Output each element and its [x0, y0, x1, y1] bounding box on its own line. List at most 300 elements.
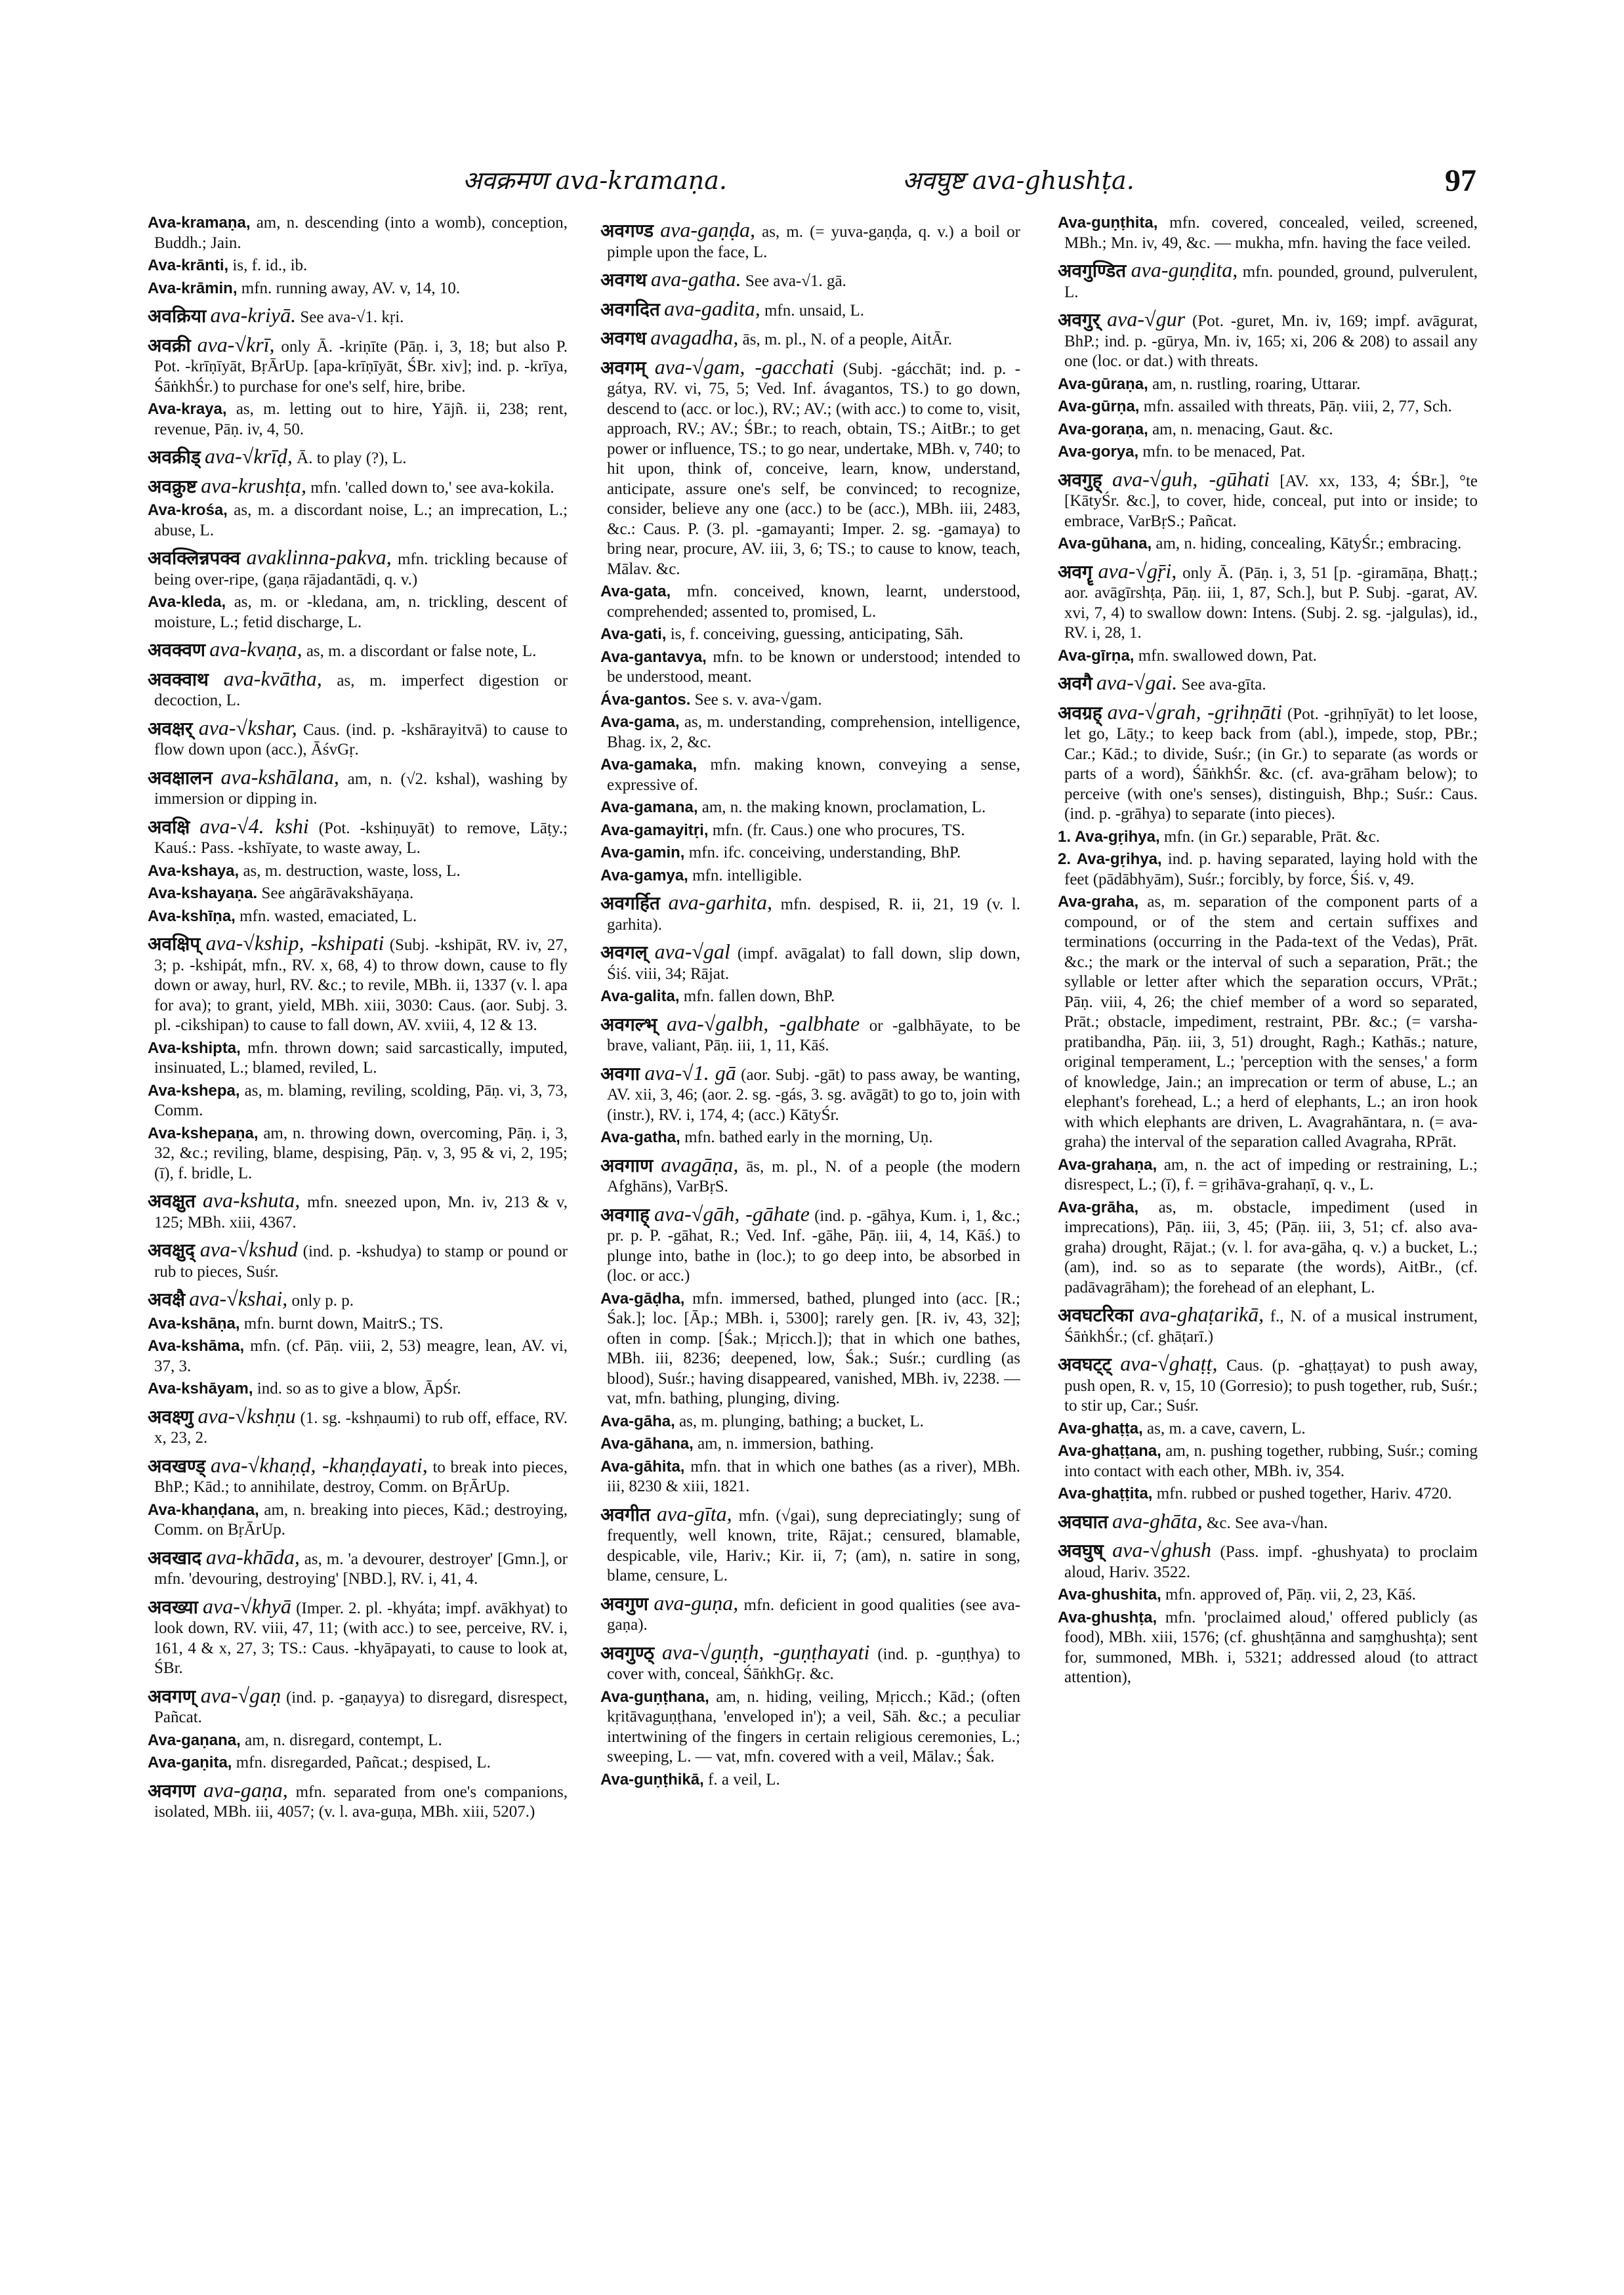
- entry-headword: Ava-kshepa,: [148, 1081, 240, 1100]
- entry-devanagari: अवक्वाथ: [148, 668, 209, 690]
- dictionary-entry-main: [600, 354, 1020, 580]
- entry-devanagari: अवखण्ड्: [148, 1455, 206, 1477]
- entry-headword: ava-√grah, -gṛihṇāti: [1107, 699, 1282, 724]
- entry-headword: 1. Ava-gṛihya,: [1058, 827, 1160, 846]
- entry-definition: (ind. p. -gaṇayya) to disregard, disrespect, Pañcat.: [154, 1688, 568, 1726]
- entry-headword: ava-√krī,: [197, 332, 275, 356]
- entry-definition: ās, m. pl., N. of a people (the modern Afghāns), VarBṛS.: [607, 1157, 1020, 1195]
- dictionary-entry-main: [600, 1501, 1020, 1586]
- entry-headword: ava-kvaṇa,: [209, 637, 302, 661]
- dictionary-entry-sub: [600, 798, 1020, 818]
- entry-headword: avaklinna-pakva,: [246, 545, 392, 569]
- dictionary-entry-sub: [1058, 1484, 1478, 1504]
- entry-headword: Ava-guṇṭhikā,: [600, 1770, 704, 1788]
- entry-headword: ava-kriyā.: [210, 303, 297, 327]
- dictionary-entry-main: [148, 305, 568, 328]
- dictionary-entry-main: [600, 296, 1020, 321]
- entry-devanagari: अवगथ: [600, 269, 647, 291]
- dictionary-entry-main: [1058, 1354, 1478, 1416]
- entry-definition: (ind. p. -guṇṭhya) to cover with, conceal, ŚāṅkhGṛ. &c.: [607, 1645, 1020, 1683]
- entry-headword: Ava-ghushṭa,: [1058, 1608, 1157, 1626]
- entry-definition: as, m. (= yuva-gaṇḍa, q. v.) a boil or pimple upon the face, L.: [607, 223, 1020, 261]
- entry-devanagari: अवगम्: [600, 356, 646, 379]
- dictionary-entry-sub: [600, 625, 1020, 645]
- entry-headword: ava-√gai.: [1096, 671, 1178, 694]
- entry-devanagari: अवगदित: [600, 298, 660, 320]
- dictionary-entry-main: [600, 327, 1020, 350]
- dictionary-entry-sub: [148, 861, 568, 882]
- dictionary-entry-sub: [600, 1412, 1020, 1432]
- entry-headword: ava-√gāh, -gāhate: [654, 1201, 810, 1226]
- dictionary-entry-main: [600, 220, 1020, 262]
- dictionary-entry-main: [148, 1596, 568, 1679]
- dictionary-entry-sub: [148, 213, 568, 253]
- running-head-left: [463, 163, 727, 197]
- entry-definition: as, m. blaming, reviling, scolding, Pāṇ. vi, 3, 73, Comm.: [154, 1081, 568, 1119]
- dictionary-entry-main: [148, 666, 568, 711]
- entry-definition: mfn. 'called down to,' see ava-kokila.: [310, 478, 554, 497]
- entry-definition: Caus. (ind. p. -kshārayitvā) to cause to flow down upon (acc.), ĀśvGṛ.: [154, 720, 568, 758]
- dictionary-entry-sub: [1058, 1608, 1478, 1688]
- entry-definition: mfn. disregarded, Pañcat.; despised, L.: [236, 1754, 491, 1771]
- entry-devanagari: अवघटरिका: [1058, 1304, 1134, 1326]
- entry-headword: Ava-gāha,: [600, 1412, 675, 1430]
- dictionary-entry-main: [148, 1239, 568, 1282]
- dictionary-entry-sub: [1058, 534, 1478, 554]
- entry-devanagari: अवगै: [1058, 672, 1093, 694]
- entry-definition: as, m. destruction, waste, loss, L.: [243, 861, 461, 880]
- entry-devanagari: अवक्षिप्: [148, 933, 201, 955]
- dictionary-entry-main: [148, 446, 568, 469]
- dictionary-entry-sub: [148, 501, 568, 541]
- entry-headword: Ava-gamayitṛi,: [600, 821, 709, 839]
- dictionary-entry-main: [148, 473, 568, 499]
- entry-devanagari: अवगुह्: [1058, 468, 1102, 491]
- dictionary-entry-main: [148, 1777, 568, 1823]
- entry-devanagari: अवक्षर्: [148, 717, 193, 739]
- entry-headword: Ava-krośa,: [148, 501, 228, 519]
- entry-headword: Ava-gata,: [600, 583, 671, 600]
- entry-definition: as, m. imperfect digestion or decoction, L.: [154, 671, 568, 709]
- entry-devanagari: अवक्षि: [148, 816, 190, 838]
- entry-definition: as, m. letting out to hire, Yājñ. ii, 238; rent, revenue, Pāṇ. iv, 4, 50.: [154, 400, 568, 438]
- entry-headword: Ava-ghaṭṭita,: [1058, 1485, 1153, 1502]
- dictionary-entry-main: [148, 1455, 568, 1498]
- entry-headword: ava-kshālana,: [220, 764, 339, 789]
- entry-definition: mfn. running away, AV. v, 14, 10.: [241, 279, 461, 297]
- entry-definition: See ava-√1. kṛi.: [300, 308, 404, 326]
- entry-headword: ava-√gal: [654, 940, 730, 963]
- entry-devanagari: अवक्री: [148, 334, 191, 356]
- entry-headword: ava-√gam, -gacchati: [654, 354, 835, 379]
- dictionary-entry-sub: [600, 755, 1020, 795]
- entry-headword: Ava-kshipta,: [148, 1039, 241, 1057]
- entry-definition: mfn. burnt down, MaitrS.; TS.: [243, 1314, 444, 1333]
- entry-headword: ava-√kship, -kshipati: [205, 931, 385, 955]
- entry-headword: ava-√guh, -gūhati: [1112, 466, 1270, 491]
- dictionary-entry-sub: [1058, 646, 1478, 667]
- entry-definition: (Pot. -kshiṇuyāt) to remove, Lāṭy.; Kauś.: Pass. -kshīyate, to waste away, L.: [154, 819, 568, 857]
- entry-definition: (ind. p. -kshudya) to stamp or pound or rub to pieces, Suśr.: [154, 1243, 568, 1281]
- entry-definition: only Ā. (Pāṇ. i, 3, 51 [p. -giramāṇa, Bhaṭṭ.; aor. avāgīrshṭa, Pāṇ. iii, 1, 87, Sch.], but P. Subj. -garat, AV. xvi, 7, 4) to swallow down: Intens. (Subj. 2. sg. -jalgulas), id., RV. i, 28, 1.: [1064, 564, 1478, 642]
- dictionary-entry-sub: [1058, 1585, 1478, 1605]
- entry-definition: am, n. the making known, proclamation, L.: [701, 798, 986, 816]
- dictionary-entry-sub: [148, 1039, 568, 1079]
- entry-headword: ava-guṇḍita,: [1131, 258, 1238, 281]
- entry-headword: ava-guṇa,: [654, 1590, 739, 1615]
- entry-definition: mfn. (cf. Pāṇ. viii, 2, 53) meagre, lean, AV. vi, 37, 3.: [154, 1337, 568, 1375]
- entry-definition: am, n. hiding, concealing, KātyŚr.; embracing.: [1156, 535, 1462, 552]
- entry-headword: Ava-guṇṭhita,: [1058, 214, 1158, 232]
- entry-headword: ava-√kshar,: [198, 715, 297, 739]
- entry-definition: mfn. conceived, known, learnt, understood, comprehended; assented to, promised, L.: [607, 583, 1020, 621]
- entry-headword: ava-krushṭa,: [201, 473, 306, 497]
- column-2: [600, 213, 1020, 2260]
- entry-headword: Ava-grahaṇa,: [1058, 1155, 1157, 1174]
- entry-definition: &c. See ava-√han.: [1206, 1514, 1328, 1532]
- entry-definition: as, m. or -kledana, am, n. trickling, descent of moisture, L.; fetid discharge, L.: [154, 593, 568, 631]
- entry-definition: See s. v. ava-√gam.: [694, 690, 822, 709]
- entry-devanagari: अवगल्: [600, 941, 648, 963]
- dictionary-entry-sub: [1058, 827, 1478, 848]
- entry-headword: Ava-gāḍha,: [600, 1289, 685, 1308]
- entry-headword: ava-√1. gā: [644, 1060, 736, 1085]
- entry-devanagari: अवघात: [1058, 1510, 1108, 1533]
- entry-definition: (Subj. -kshipāt, RV. iv, 27, 3; p. -kshipát, mfn., RV. x, 68, 4) to throw down, cause to fly down or away, hurl, RV. &c.; to revile, MBh. ii, 1337 (v. l. apa for ava); to grant, yield, MBh. xiii, 3030: Caus. (aor. Subj. 3. pl. -cikshipan) to cause to fall down, AV. xviii, 4, 12 & 13.: [154, 936, 568, 1034]
- entry-definition: is, f. conceiving, guessing, anticipating, Sāh.: [670, 625, 964, 643]
- entry-definition: as, m. a cave, cavern, L.: [1147, 1419, 1306, 1437]
- entry-definition: mfn. bathed early in the morning, Uṇ.: [684, 1128, 933, 1146]
- entry-definition: mfn. intelligible.: [692, 866, 802, 884]
- entry-devanagari: अवगुण: [600, 1592, 648, 1615]
- entry-definition: mfn. assailed with threats, Pāṇ. viii, 2, 77, Sch.: [1143, 398, 1452, 415]
- entry-definition: (Pass. impf. -ghushyata) to proclaim aloud, Hariv. 3522.: [1064, 1543, 1478, 1581]
- entry-headword: ava-gaṇḍa,: [660, 218, 755, 241]
- entry-definition: am, n. descending (into a womb), conception, Buddh.; Jain.: [154, 214, 568, 252]
- dictionary-entry-main: [600, 1011, 1020, 1056]
- entry-headword: ava-√gur: [1107, 307, 1186, 331]
- running-head-left-headword: ava-kramaṇa.: [555, 166, 728, 195]
- entry-definition: am, n. immersion, bathing.: [697, 1435, 874, 1453]
- entry-definition: f. a veil, L.: [708, 1770, 780, 1788]
- entry-headword: Ava-ghushita,: [1058, 1586, 1161, 1603]
- dictionary-entry-main: [1058, 1304, 1478, 1347]
- entry-definition: am, n. the act of impeding or restraining, L.; disrespect, L.; (ī), f. = gṛihāva-grahaṇī, q. v., L.: [1064, 1155, 1478, 1193]
- dictionary-entry-sub: [1058, 1419, 1478, 1439]
- entry-definition: (Pot. -guret, Mn. iv, 169; impf. avāgurat, BhP.; ind. p. -gūrya, Mn. iv, 165; xi, 206 & 208) to assail any one (loc. or dat.) with threats.: [1064, 312, 1478, 370]
- entry-devanagari: अवखाद: [148, 1546, 201, 1569]
- dictionary-entry-sub: [1058, 442, 1478, 463]
- entry-headword: ava-√kshai,: [189, 1287, 288, 1310]
- dictionary-entry-sub: [148, 1314, 568, 1334]
- entry-devanagari: अवक्षुत: [148, 1190, 196, 1212]
- dictionary-entry-main: [148, 332, 568, 398]
- entry-headword: Ava-goraṇa,: [1058, 420, 1148, 438]
- entry-headword: ava-gaṇa,: [203, 1777, 288, 1802]
- entry-definition: to break into pieces, BhP.; Kād.; to annihilate, destroy, Comm. on BṛĀrUp.: [154, 1458, 568, 1496]
- entry-headword: ava-ghāta,: [1112, 1508, 1203, 1533]
- entry-devanagari: अवघट्ट्: [1058, 1354, 1112, 1375]
- dictionary-entry-main: [600, 1060, 1020, 1126]
- entry-headword: Ava-ghaṭṭa,: [1058, 1419, 1143, 1437]
- dictionary-entry-sub: [600, 843, 1020, 863]
- entry-definition: am, n. menacing, Gaut. &c.: [1152, 420, 1333, 438]
- dictionary-entry-sub: [148, 1124, 568, 1184]
- entry-definition: as, m. plunging, bathing; a bucket, L.: [679, 1412, 924, 1430]
- entry-devanagari: अवक्रीड्: [148, 446, 201, 468]
- dictionary-entry-sub: [148, 256, 568, 276]
- dictionary-entry-main: [1058, 260, 1478, 302]
- dictionary-entry-sub: [1058, 420, 1478, 440]
- dictionary-entry-main: [600, 269, 1020, 292]
- entry-headword: Ava-gāhita,: [600, 1457, 685, 1476]
- entry-definition: f., N. of a musical instrument, ŚāṅkhŚr.; (cf. ghāṭarī.): [1064, 1308, 1478, 1346]
- entry-headword: Ava-krāmin,: [148, 279, 238, 297]
- entry-definition: mfn. thrown down; said sarcastically, imputed, insinuated, L.; blamed, reviled, L.: [154, 1039, 568, 1077]
- dictionary-entry-main: [1058, 466, 1478, 532]
- entry-definition: (Subj. -gácchāt; ind. p. -gátya, RV. vi, 75, 5; Ved. Inf. ávagantos, TS.) to go down, descend to (acc. or loc.), RV.; AV.; (with acc.) to come to, visit, approach, RV.; AV.; ŚBr.; to reach, obtain, TS.; AitBr.; to get power or influence, TS.; to go near, undertake, MBh. v, 740; to hit upon, think of, conceive, learn, know, understand, anticipate, assure one's self, be convinced; to recognize, consider, believe any one (acc.) to be (acc.), MBh. iii, 2483, &c.: Caus. P. (3. pl. -gamayanti; Imper. 2. sg. -gamaya) to bring near, procure, AV. iii, 3, 6; TS.; to cause to know, teach, Mālav. &c.: [607, 360, 1020, 578]
- entry-headword: Ava-krānti,: [148, 257, 229, 274]
- entry-headword: Ava-gūrṇa,: [1058, 398, 1140, 415]
- dictionary-entry-main: [148, 933, 568, 1036]
- entry-headword: Ava-gūhana,: [1058, 535, 1152, 552]
- dictionary-entry-sub: [148, 884, 568, 904]
- entry-definition: mfn. that in which one bathes (as a river), MBh. iii, 8230 & xiii, 1821.: [607, 1457, 1020, 1495]
- entry-headword: ava-√gaṇ: [200, 1683, 281, 1707]
- entry-devanagari: अवगर्हित: [600, 892, 660, 914]
- entry-definition: mfn. covered, concealed, veiled, screened, MBh.; Mn. iv, 49, &c. — mukha, mfn. having the face veiled.: [1064, 214, 1478, 252]
- entry-devanagari: अवगण्: [148, 1685, 196, 1707]
- entry-headword: ava-√guṇṭh, -guṇṭhayati: [661, 1640, 870, 1664]
- entry-definition: mfn. making known, conveying a sense, expressive of.: [607, 756, 1020, 794]
- entry-definition: ind. so as to give a blow, ĀpŚr.: [257, 1380, 461, 1397]
- entry-definition: (aor. Subj. -gāt) to pass away, be wanting, AV. xii, 3, 46; (aor. 2. sg. -gás, 3. sg. avāgāt) to go to, join with (instr.), RV. i, 174, 4; (acc.) KātyŚr.: [607, 1065, 1020, 1124]
- entry-headword: Ava-kshāma,: [148, 1337, 245, 1355]
- entry-devanagari: अवक्वण: [148, 639, 206, 661]
- entry-definition: only p. p.: [291, 1292, 354, 1310]
- entry-definition: See aṅgārāvakshāyaṇa.: [261, 884, 414, 902]
- entry-headword: Ava-gama,: [600, 713, 680, 731]
- entry-devanagari: अवगीत: [600, 1503, 650, 1525]
- entry-devanagari: अवगण: [148, 1779, 196, 1802]
- entry-headword: Ava-kshepaṇa,: [148, 1124, 259, 1142]
- dictionary-entry-sub: [600, 1434, 1020, 1455]
- dictionary-entry-main: [148, 1289, 568, 1312]
- entry-headword: Ava-gorya,: [1058, 443, 1139, 461]
- entry-definition: mfn. immersed, bathed, plunged into (acc. [R.; Śak.]; loc. [Āp.; MBh. i, 5300]; rarely gen. [R. iv, 43, 32]; often in comp. [Śak.; Mṛicch.]); that in which one bathes, MBh. iii, 8236; deepened, low, Śak.; Suśr.; curdling (as blood), Suśr.; having disappeared, vanished, MBh. iv, 2238. — vat, mfn. bathing, plunging, diving.: [607, 1289, 1020, 1407]
- entry-headword: ava-√4. kshi: [199, 814, 309, 838]
- entry-definition: Caus. (p. -ghaṭṭayat) to push away, push open, R. v, 15, 10 (Gorresio); to push together, rub, Suśr.; to stir up, Car.; Suśr.: [1064, 1357, 1478, 1415]
- entry-definition: mfn. trickling because of being over-ripe, (gaṇa rājadantādi, q. v.): [154, 550, 568, 589]
- dictionary-entry-main: [148, 1403, 568, 1449]
- entry-headword: Ava-kramaṇa,: [148, 214, 251, 232]
- entry-headword: Ava-ghaṭṭana,: [1058, 1442, 1161, 1460]
- entry-definition: as, m. understanding, comprehension, intelligence, Bhag. ix, 2, &c.: [607, 713, 1020, 751]
- entry-devanagari: अवगध: [600, 327, 646, 349]
- dictionary-entry-main: [148, 1544, 568, 1590]
- entry-definition: mfn. approved of, Pāṇ. vii, 2, 23, Kāś.: [1165, 1586, 1416, 1603]
- dictionary-entry-main: [600, 1152, 1020, 1197]
- dictionary-entry-sub: [600, 582, 1020, 622]
- dictionary-entry-sub: [148, 907, 568, 927]
- entry-devanagari: अवख्या: [148, 1596, 198, 1618]
- entry-headword: Ava-kshāyam,: [148, 1380, 253, 1397]
- entry-definition: mfn. rubbed or pushed together, Hariv. 4720.: [1156, 1485, 1452, 1502]
- entry-headword: Ava-khaṇḍana,: [148, 1500, 259, 1519]
- entry-headword: Ava-kshīṇa,: [148, 907, 236, 925]
- entry-definition: mfn. unsaid, L.: [764, 301, 865, 320]
- dictionary-entry-sub: [1058, 850, 1478, 890]
- entry-headword: Ava-gati,: [600, 625, 667, 643]
- dictionary-entry-sub: [600, 987, 1020, 1007]
- dictionary-entry-main: [148, 639, 568, 662]
- entry-headword: Ava-kleda,: [148, 593, 226, 611]
- entry-headword: ava-√khyā: [203, 1594, 291, 1618]
- entry-headword: ava-√kshṇu: [198, 1403, 296, 1428]
- entry-devanagari: अवक्रुष्ट: [148, 475, 197, 497]
- entry-definition: See ava-gīta.: [1181, 676, 1266, 693]
- entry-definition: am, n. hiding, veiling, Mṛicch.; Kād.; (often kṛitāvaguṇṭhana, 'enveloped in'); a veil, Sāh. &c.; a peculiar intertwining of the fingers in certain religious ceremonies, L.; sweeping, L. — vat, mfn. covered with a veil, Mālav.; Śak.: [607, 1687, 1020, 1766]
- entry-definition: mfn. sneezed upon, Mn. iv, 213 & v, 125; MBh. xiii, 4367.: [154, 1193, 568, 1231]
- entry-headword: ava-garhita,: [668, 890, 772, 914]
- dictionary-entry-main: [148, 1685, 568, 1728]
- entry-devanagari: अवगाह्: [600, 1203, 650, 1226]
- entry-devanagari: अवक्रिया: [148, 305, 207, 327]
- dictionary-entry-main: [600, 1590, 1020, 1636]
- entry-headword: Ava-gaṇita,: [148, 1754, 232, 1771]
- entry-headword: ava-kshuta,: [202, 1188, 301, 1212]
- dictionary-entry-sub: [600, 866, 1020, 886]
- entry-devanagari: अवगण्ड: [600, 220, 654, 241]
- entry-devanagari: अवग्रह्: [1058, 701, 1102, 724]
- entry-definition: only Ā. -kriṇīte (Pāṇ. i, 3, 18; but also P. Pot. -krīṇīyāt, BṛĀrUp. [apa-krīṇīyāt, ŚBr. xiv]; ind. p. -krīya, ŚāṅkhŚr.) to purchase for one's self, hire, bribe.: [154, 337, 568, 396]
- entry-headword: ava-kvātha,: [223, 666, 322, 690]
- entry-headword: ava-√krīḍ,: [204, 444, 293, 468]
- entry-definition: as, m. separation of the component parts of a compound, or of the stem and certain suffixes and terminations (occurring in the Pada-text of the Vedas), Prāt. &c.; the mark or the interval of such a separation, Prāt.; the syllable or letter after which the separation occurs, VPrāt.; Pāṇ. viii, 4, 26; the chief member of a word so separated, Prāt.; obstacle, impediment, restraint, PBr. &c.; (= varsha-pratibandha, Pāṇ. iii, 3, 51) drought, Ragh.; Kathās.; nature, original temperament, L.; 'perception with the senses,' a form of knowledge, Jain.; an imprecation or term of abuse, L.; an elephant's forehead, L.; a herd of elephants, L.; an iron hook with which elephants are driven, L. Avagrahāntara, n. (= ava-graha) the interval of the separation called Avagraha, RPrāt.: [1064, 893, 1478, 1151]
- entry-headword: ava-√gṝi,: [1098, 558, 1177, 583]
- entry-definition: or -galbhāyate, to be brave, valiant, Pāṇ. iii, 1, 11, Kāś.: [607, 1016, 1020, 1054]
- dictionary-entry-main: [600, 941, 1020, 984]
- entry-headword: ava-√khaṇḍ, -khaṇḍayati,: [210, 1453, 428, 1477]
- entry-headword: Ava-gīrṇa,: [1058, 646, 1135, 665]
- entry-devanagari: अवगुण्ठ्: [600, 1642, 654, 1664]
- entry-devanagari: अवगुर्: [1058, 309, 1100, 331]
- entry-devanagari: अवक्लिन्नपक्व: [148, 547, 241, 569]
- entry-headword: Ava-kshāṇa,: [148, 1314, 240, 1333]
- entry-definition: mfn. pounded, ground, pulverulent, L.: [1064, 263, 1478, 301]
- entry-devanagari: अवक्षुद्: [148, 1239, 195, 1261]
- entry-definition: as, m. obstacle, impediment (used in imprecations), Pāṇ. iii, 3, 45; (Pāṇ. iii, 3, 51; cf. also ava-graha) drought, Rājat.; (v. l. for ava-gāha, q. v.) a bucket, L.; (am), ind. so as to separate (the words), AitBr., (cf. padāvagrāham); the forehead of an elephant, L.: [1064, 1198, 1478, 1296]
- dictionary-entry-sub: [1058, 1155, 1478, 1195]
- dictionary-entry-sub: [600, 1128, 1020, 1148]
- entry-headword: Ava-graha,: [1058, 893, 1139, 911]
- dictionary-entry-sub: [600, 713, 1020, 753]
- entry-headword: ava-gatha.: [650, 267, 741, 291]
- dictionary-entry-main: [1058, 558, 1478, 644]
- dictionary-entry-main: [1058, 1508, 1478, 1534]
- dictionary-entry-sub: [1058, 397, 1478, 417]
- dictionary-entry-sub: [600, 1289, 1020, 1409]
- entry-headword: ava-√ghush: [1112, 1538, 1212, 1561]
- entry-definition: ās, m. pl., N. of a people, AitĀr.: [742, 331, 953, 348]
- entry-devanagari: अवक्षै: [148, 1289, 186, 1310]
- dictionary-entry-sub: [1058, 1441, 1478, 1481]
- entry-definition: mfn. to be menaced, Pat.: [1142, 443, 1306, 461]
- entry-headword: Ava-gāhana,: [600, 1435, 694, 1453]
- dictionary-entry-main: [148, 816, 568, 859]
- dictionary-entry-sub: [600, 648, 1020, 688]
- dictionary-entry-sub: [600, 1457, 1020, 1497]
- running-head-left-devanagari: अवक्रमण: [463, 166, 548, 195]
- entry-definition: mfn. fallen down, BhP.: [683, 987, 835, 1005]
- dictionary-entry-main: [600, 892, 1020, 935]
- running-head-right-headword: ava-ghushṭa.: [972, 166, 1135, 195]
- entry-definition: as, m. a discordant noise, L.; an imprecation, L.; abuse, L.: [154, 501, 568, 539]
- dictionary-entry-sub: [148, 1500, 568, 1540]
- entry-definition: mfn. (√gai), sung depreciatingly; sung of frequently, well known, trite, Rājat.; censured, blamable, despicable, vile, Hariv.; Kir. ii, 7; (am), n. satire in song, blame, censure, L.: [607, 1506, 1020, 1584]
- entry-definition: am, n. breaking into pieces, Kād.; destroying, Comm. on BṛĀrUp.: [154, 1500, 568, 1539]
- dictionary-entry-sub: [148, 1336, 568, 1376]
- dictionary-entry-sub: [148, 279, 568, 299]
- entry-headword: Ava-galita,: [600, 987, 680, 1005]
- column-3: [1058, 213, 1478, 2260]
- entry-headword: Ava-grāha,: [1058, 1198, 1139, 1216]
- entry-headword: Ava-gūraṇa,: [1058, 375, 1148, 393]
- entry-definition: as, m. 'a devourer, destroyer' [Gmn.], or mfn. 'devouring, destroying' [NBD.], RV. i, 41, 4.: [154, 1550, 568, 1588]
- entry-devanagari: अवगॄ: [1058, 560, 1093, 583]
- entry-headword: ava-√kshud: [199, 1237, 298, 1261]
- entry-definition: (impf. avāgalat) to fall down, slip down, Śiś. viii, 34; Rājat.: [607, 945, 1020, 983]
- entry-headword: ava-gadita,: [664, 296, 760, 320]
- dictionary-entry-sub: [1058, 213, 1478, 253]
- dictionary-entry-sub: [600, 690, 1020, 711]
- entry-definition: am, n. disregard, contempt, L.: [245, 1731, 442, 1749]
- entry-definition: am, n. throwing down, overcoming, Pāṇ. i, 3, 32, &c.; reviling, blame, despising, Pāṇ. v, 3, 95 & vi, 2, 195; (ī), f. bridle, L.: [154, 1124, 568, 1182]
- entry-definition: mfn. ifc. conceiving, understanding, BhP.: [688, 844, 961, 861]
- entry-devanagari: अवघुष्: [1058, 1540, 1104, 1561]
- dictionary-entry-sub: [600, 1687, 1020, 1768]
- page-number: 97: [1445, 163, 1476, 198]
- entry-headword: ava-√galbh, -galbhate: [666, 1011, 860, 1035]
- dictionary-entry-main: [600, 1201, 1020, 1287]
- dictionary-entry-sub: [1058, 375, 1478, 395]
- entry-headword: Ava-gaṇana,: [148, 1731, 241, 1749]
- entry-headword: ava-gīta,: [657, 1501, 732, 1525]
- entry-headword: ava-ghaṭarikā,: [1139, 1302, 1264, 1326]
- entry-definition: mfn. wasted, emaciated, L.: [239, 907, 417, 925]
- entry-headword: ava-khāda,: [205, 1544, 300, 1569]
- entry-definition: Ā. to play (?), L.: [297, 449, 407, 467]
- dictionary-entry-main: [148, 715, 568, 760]
- entry-headword: Ava-kraya,: [148, 400, 227, 418]
- entry-definition: (Pot. -gṛihṇīyāt) to let loose, let go, Lāṭy.; to keep back from (abl.), impede, stop, PBr.; Car.; Kād.; to divide, Suśr.; (in Gr.) to separate (as words or parts of a word), ŚāṅkhŚr. &c. (cf. ava-grāham below); to perceive (with one's senses), distinguish, Bhp.; Suśr.: Caus. (ind. p. -grāhya) to separate (into pieces).: [1064, 705, 1478, 823]
- entry-headword: avagadha,: [650, 325, 739, 349]
- entry-headword: Ava-gatha,: [600, 1128, 680, 1146]
- dictionary-entry-sub: [148, 1081, 568, 1121]
- dictionary-entry-main: [148, 1190, 568, 1233]
- entry-definition: mfn. (in Gr.) separable, Prāt. &c.: [1163, 827, 1380, 846]
- running-head-right: [902, 163, 1135, 197]
- entry-headword: Ava-kshaya,: [148, 861, 239, 880]
- dictionary-entry-sub: [600, 1770, 1020, 1790]
- entry-headword: avagāṇa,: [661, 1152, 739, 1176]
- entry-definition: mfn. swallowed down, Pat.: [1138, 646, 1317, 665]
- entry-headword: Ava-gamin,: [600, 844, 685, 861]
- column-1: [148, 213, 568, 2260]
- dictionary-entry-sub: [148, 1731, 568, 1751]
- entry-devanagari: अवगुण्डित: [1058, 260, 1127, 281]
- dictionary-entry-sub: [1058, 1198, 1478, 1298]
